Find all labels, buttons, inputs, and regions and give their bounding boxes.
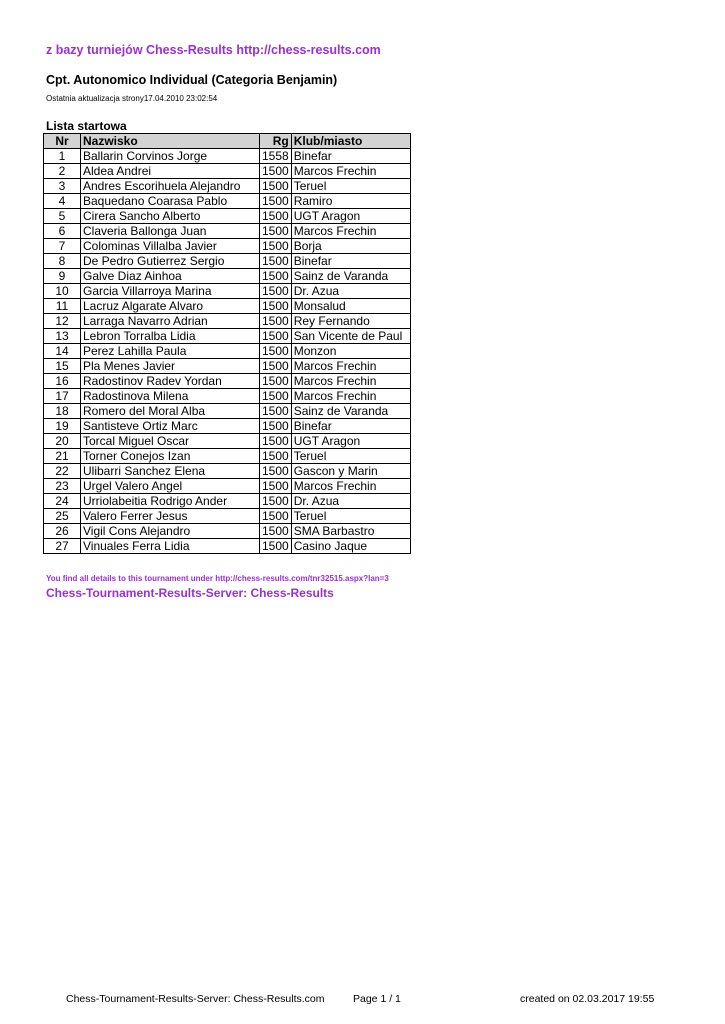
- player-nr: 2: [44, 164, 81, 179]
- player-rating: 1500: [260, 254, 292, 269]
- footer-page-number: Page 1 / 1: [353, 993, 401, 1005]
- player-name: Torner Conejos Izan: [81, 449, 260, 464]
- player-club: Monzon: [291, 344, 410, 359]
- player-nr: 1: [44, 149, 81, 164]
- player-nr: 16: [44, 374, 81, 389]
- player-name: Ulibarri Sanchez Elena: [81, 464, 260, 479]
- player-club: Monsalud: [291, 299, 410, 314]
- player-rating: 1500: [260, 479, 292, 494]
- player-name: Valero Ferrer Jesus: [81, 509, 260, 524]
- player-rating: 1500: [260, 164, 292, 179]
- player-nr: 13: [44, 329, 81, 344]
- player-nr: 27: [44, 539, 81, 554]
- player-rating: 1500: [260, 269, 292, 284]
- player-nr: 26: [44, 524, 81, 539]
- player-club: UGT Aragon: [291, 434, 410, 449]
- table-row: [44, 374, 411, 389]
- player-nr: 18: [44, 404, 81, 419]
- player-club: Binefar: [291, 254, 410, 269]
- tournament-title: Cpt. Autonomico Individual (Categoria Benjamin): [46, 73, 338, 87]
- player-club: Marcos Frechin: [291, 479, 410, 494]
- player-nr: 15: [44, 359, 81, 374]
- player-name: Cirera Sancho Alberto: [81, 209, 260, 224]
- player-nr: 4: [44, 194, 81, 209]
- player-club: UGT Aragon: [291, 209, 410, 224]
- player-rating: 1558: [260, 149, 292, 164]
- player-club: Marcos Frechin: [291, 359, 410, 374]
- player-name: Lebron Torralba Lidia: [81, 329, 260, 344]
- player-name: Andres Escorihuela Alejandro: [81, 179, 260, 194]
- player-nr: 12: [44, 314, 81, 329]
- player-name: Vigil Cons Alejandro: [81, 524, 260, 539]
- table-row: [44, 239, 411, 254]
- player-rating: 1500: [260, 374, 292, 389]
- player-nr: 8: [44, 254, 81, 269]
- player-name: Perez Lahilla Paula: [81, 344, 260, 359]
- player-rating: 1500: [260, 539, 292, 554]
- table-row: [44, 389, 411, 404]
- player-nr: 9: [44, 269, 81, 284]
- player-nr: 20: [44, 434, 81, 449]
- player-nr: 23: [44, 479, 81, 494]
- player-club: Teruel: [291, 179, 410, 194]
- player-club: Gascon y Marin: [291, 464, 410, 479]
- player-nr: 5: [44, 209, 81, 224]
- table-row: [44, 359, 411, 374]
- server-link[interactable]: Chess-Tournament-Results-Server: Chess-Results: [46, 586, 334, 600]
- table-row: [44, 494, 411, 509]
- player-rating: 1500: [260, 404, 292, 419]
- table-row: [44, 479, 411, 494]
- details-link[interactable]: You find all details to this tournament under http://chess-results.com/tnr32515.aspx?lan=3: [46, 574, 389, 583]
- last-update-text: Ostatnia aktualizacja strony17.04.2010 23:02:54: [46, 94, 218, 103]
- player-nr: 21: [44, 449, 81, 464]
- player-rating: 1500: [260, 239, 292, 254]
- player-club: Dr. Azua: [291, 494, 410, 509]
- player-club: Teruel: [291, 509, 410, 524]
- player-club: San Vicente de Paul: [291, 329, 410, 344]
- table-row: [44, 404, 411, 419]
- player-nr: 10: [44, 284, 81, 299]
- player-name: De Pedro Gutierrez Sergio: [81, 254, 260, 269]
- player-nr: 25: [44, 509, 81, 524]
- player-club: Sainz de Varanda: [291, 269, 410, 284]
- player-nr: 24: [44, 494, 81, 509]
- player-club: Marcos Frechin: [291, 164, 410, 179]
- player-name: Urriolabeitia Rodrigo Ander: [81, 494, 260, 509]
- player-rating: 1500: [260, 329, 292, 344]
- table-row: [44, 164, 411, 179]
- player-rating: 1500: [260, 419, 292, 434]
- player-nr: 6: [44, 224, 81, 239]
- player-name: Larraga Navarro Adrian: [81, 314, 260, 329]
- player-rating: 1500: [260, 494, 292, 509]
- player-name: Ballarin Corvinos Jorge: [81, 149, 260, 164]
- player-club: Casino Jaque: [291, 539, 410, 554]
- table-row: [44, 149, 411, 164]
- player-name: Vinuales Ferra Lidia: [81, 539, 260, 554]
- player-club: Rey Fernando: [291, 314, 410, 329]
- player-rating: 1500: [260, 194, 292, 209]
- player-club: Dr. Azua: [291, 284, 410, 299]
- source-link[interactable]: z bazy turniejów Chess-Results http://chess-results.com: [46, 43, 381, 57]
- player-name: Baquedano Coarasa Pablo: [81, 194, 260, 209]
- player-rating: 1500: [260, 359, 292, 374]
- table-row: [44, 284, 411, 299]
- table-row: [44, 449, 411, 464]
- player-rating: 1500: [260, 314, 292, 329]
- player-rating: 1500: [260, 284, 292, 299]
- player-name: Radostinov Radev Yordan: [81, 374, 260, 389]
- player-name: Radostinova Milena: [81, 389, 260, 404]
- table-row: [44, 419, 411, 434]
- table-row: [44, 539, 411, 554]
- player-rating: 1500: [260, 344, 292, 359]
- player-name: Urgel Valero Angel: [81, 479, 260, 494]
- header-rating: Rg: [260, 134, 292, 149]
- player-nr: 7: [44, 239, 81, 254]
- player-club: Borja: [291, 239, 410, 254]
- player-name: Torcal Miguel Oscar: [81, 434, 260, 449]
- player-name: Pla Menes Javier: [81, 359, 260, 374]
- player-name: Romero del Moral Alba: [81, 404, 260, 419]
- header-nr: Nr: [44, 134, 81, 149]
- player-name: Claveria Ballonga Juan: [81, 224, 260, 239]
- player-name: Galve Diaz Ainhoa: [81, 269, 260, 284]
- player-rating: 1500: [260, 464, 292, 479]
- table-row: [44, 329, 411, 344]
- player-rating: 1500: [260, 389, 292, 404]
- player-club: Marcos Frechin: [291, 224, 410, 239]
- player-club: Ramiro: [291, 194, 410, 209]
- player-rating: 1500: [260, 449, 292, 464]
- player-rating: 1500: [260, 524, 292, 539]
- section-title: Lista startowa: [46, 119, 127, 133]
- table-row: [44, 464, 411, 479]
- player-club: Teruel: [291, 449, 410, 464]
- player-rating: 1500: [260, 509, 292, 524]
- player-club: SMA Barbastro: [291, 524, 410, 539]
- player-nr: 19: [44, 419, 81, 434]
- table-row: [44, 224, 411, 239]
- header-name: Nazwisko: [81, 134, 260, 149]
- player-club: Binefar: [291, 149, 410, 164]
- player-rating: 1500: [260, 209, 292, 224]
- players-table-body: [44, 149, 411, 554]
- table-row: [44, 524, 411, 539]
- header-club: Klub/miasto: [291, 134, 410, 149]
- player-nr: 14: [44, 344, 81, 359]
- player-nr: 17: [44, 389, 81, 404]
- table-header-row: [44, 134, 411, 149]
- player-name: Lacruz Algarate Alvaro: [81, 299, 260, 314]
- footer-created-date: created on 02.03.2017 19:55: [520, 993, 655, 1005]
- table-row: [44, 209, 411, 224]
- player-nr: 22: [44, 464, 81, 479]
- table-row: [44, 509, 411, 524]
- footer-server: Chess-Tournament-Results-Server: Chess-Results.com: [66, 993, 325, 1005]
- player-rating: 1500: [260, 434, 292, 449]
- player-rating: 1500: [260, 299, 292, 314]
- table-row: [44, 434, 411, 449]
- table-row: [44, 299, 411, 314]
- player-club: Marcos Frechin: [291, 374, 410, 389]
- player-nr: 11: [44, 299, 81, 314]
- player-name: Garcia Villarroya Marina: [81, 284, 260, 299]
- table-row: [44, 194, 411, 209]
- player-club: Marcos Frechin: [291, 389, 410, 404]
- table-row: [44, 179, 411, 194]
- player-rating: 1500: [260, 179, 292, 194]
- player-nr: 3: [44, 179, 81, 194]
- player-name: Santisteve Ortiz Marc: [81, 419, 260, 434]
- table-row: [44, 269, 411, 284]
- player-club: Binefar: [291, 419, 410, 434]
- player-club: Sainz de Varanda: [291, 404, 410, 419]
- player-name: Colominas Villalba Javier: [81, 239, 260, 254]
- players-table: [43, 133, 411, 554]
- player-name: Aldea Andrei: [81, 164, 260, 179]
- table-row: [44, 314, 411, 329]
- table-row: [44, 254, 411, 269]
- player-rating: 1500: [260, 224, 292, 239]
- table-row: [44, 344, 411, 359]
